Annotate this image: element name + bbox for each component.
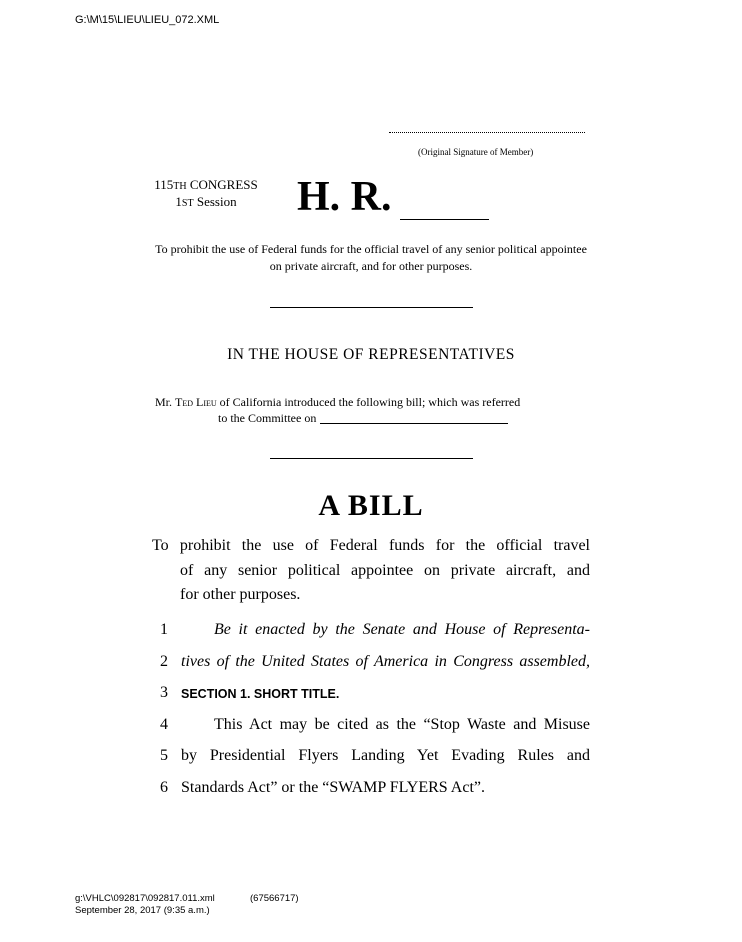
long-title xyxy=(152,534,590,608)
session-number: 1 xyxy=(175,194,182,209)
intro-line-2 xyxy=(155,410,587,426)
section-text-line: by Presidential Flyers Landing Yet Evading Rules and xyxy=(181,747,590,764)
line-number: 3 xyxy=(160,684,168,701)
divider-rule xyxy=(270,307,473,308)
sponsor-prefix: Mr. xyxy=(155,395,173,409)
long-title-line: of any senior political appointee on private aircraft, and xyxy=(180,561,590,579)
committee-blank xyxy=(320,423,508,424)
section-text-line: This Act may be cited as the “Stop Waste and Misuse xyxy=(214,716,590,733)
line-number: 5 xyxy=(160,747,168,764)
intro-line-1 xyxy=(155,394,587,410)
line-number: 2 xyxy=(160,653,168,670)
footer xyxy=(75,893,299,917)
divider-rule xyxy=(270,458,473,459)
long-title-line: for other purposes. xyxy=(180,586,301,603)
bill-id-label: H. R. xyxy=(297,174,392,220)
line-number: 4 xyxy=(160,716,168,733)
section-text-line: Standards Act” or the “SWAMP FLYERS Act”. xyxy=(181,779,485,796)
session-suffix: ST xyxy=(181,198,194,209)
introduction-statement xyxy=(155,394,587,426)
session-word: Session xyxy=(196,194,237,209)
footer-code: (67566717) xyxy=(250,893,299,904)
intro-text: of California introduced the following bill; which was referred xyxy=(219,395,521,409)
congress-word: CONGRESS xyxy=(189,177,258,192)
bill-number-blank xyxy=(400,219,489,220)
committee-referral: to the Committee on xyxy=(218,411,317,425)
line-number: 6 xyxy=(160,779,168,796)
session-line xyxy=(138,194,274,211)
chamber-heading: IN THE HOUSE OF REPRESENTATIVES xyxy=(227,346,515,363)
enacting-clause-line: Be it enacted by the Senate and House of Representa- xyxy=(214,621,590,638)
short-purpose: To prohibit the use of Federal funds for the official travel of any senior political appointee on private aircraft, and for other purposes. xyxy=(155,242,587,273)
congress-line xyxy=(138,177,274,194)
footer-date: September 28, 2017 (9:35 a.m.) xyxy=(75,905,210,916)
congress-suffix: TH xyxy=(173,181,187,192)
signature-caption: (Original Signature of Member) xyxy=(418,147,534,157)
congress-number: 115 xyxy=(154,177,174,192)
congress-session-block xyxy=(138,177,274,211)
line-number: 1 xyxy=(160,621,168,638)
long-title-line: To prohibit the use of Federal funds for the official travel xyxy=(152,537,590,554)
bill-heading: A BILL xyxy=(318,489,424,522)
signature-line xyxy=(389,132,585,133)
file-path-header: G:\M\15\LIEU\LIEU_072.XML xyxy=(75,14,220,26)
footer-path: g:\VHLC\092817\092817.011.xml xyxy=(75,893,215,904)
section-heading: SECTION 1. SHORT TITLE. xyxy=(181,687,340,701)
enacting-clause-line: tives of the United States of America in Congress assembled, xyxy=(181,653,590,670)
sponsor-name: Ted Lieu xyxy=(175,395,217,409)
